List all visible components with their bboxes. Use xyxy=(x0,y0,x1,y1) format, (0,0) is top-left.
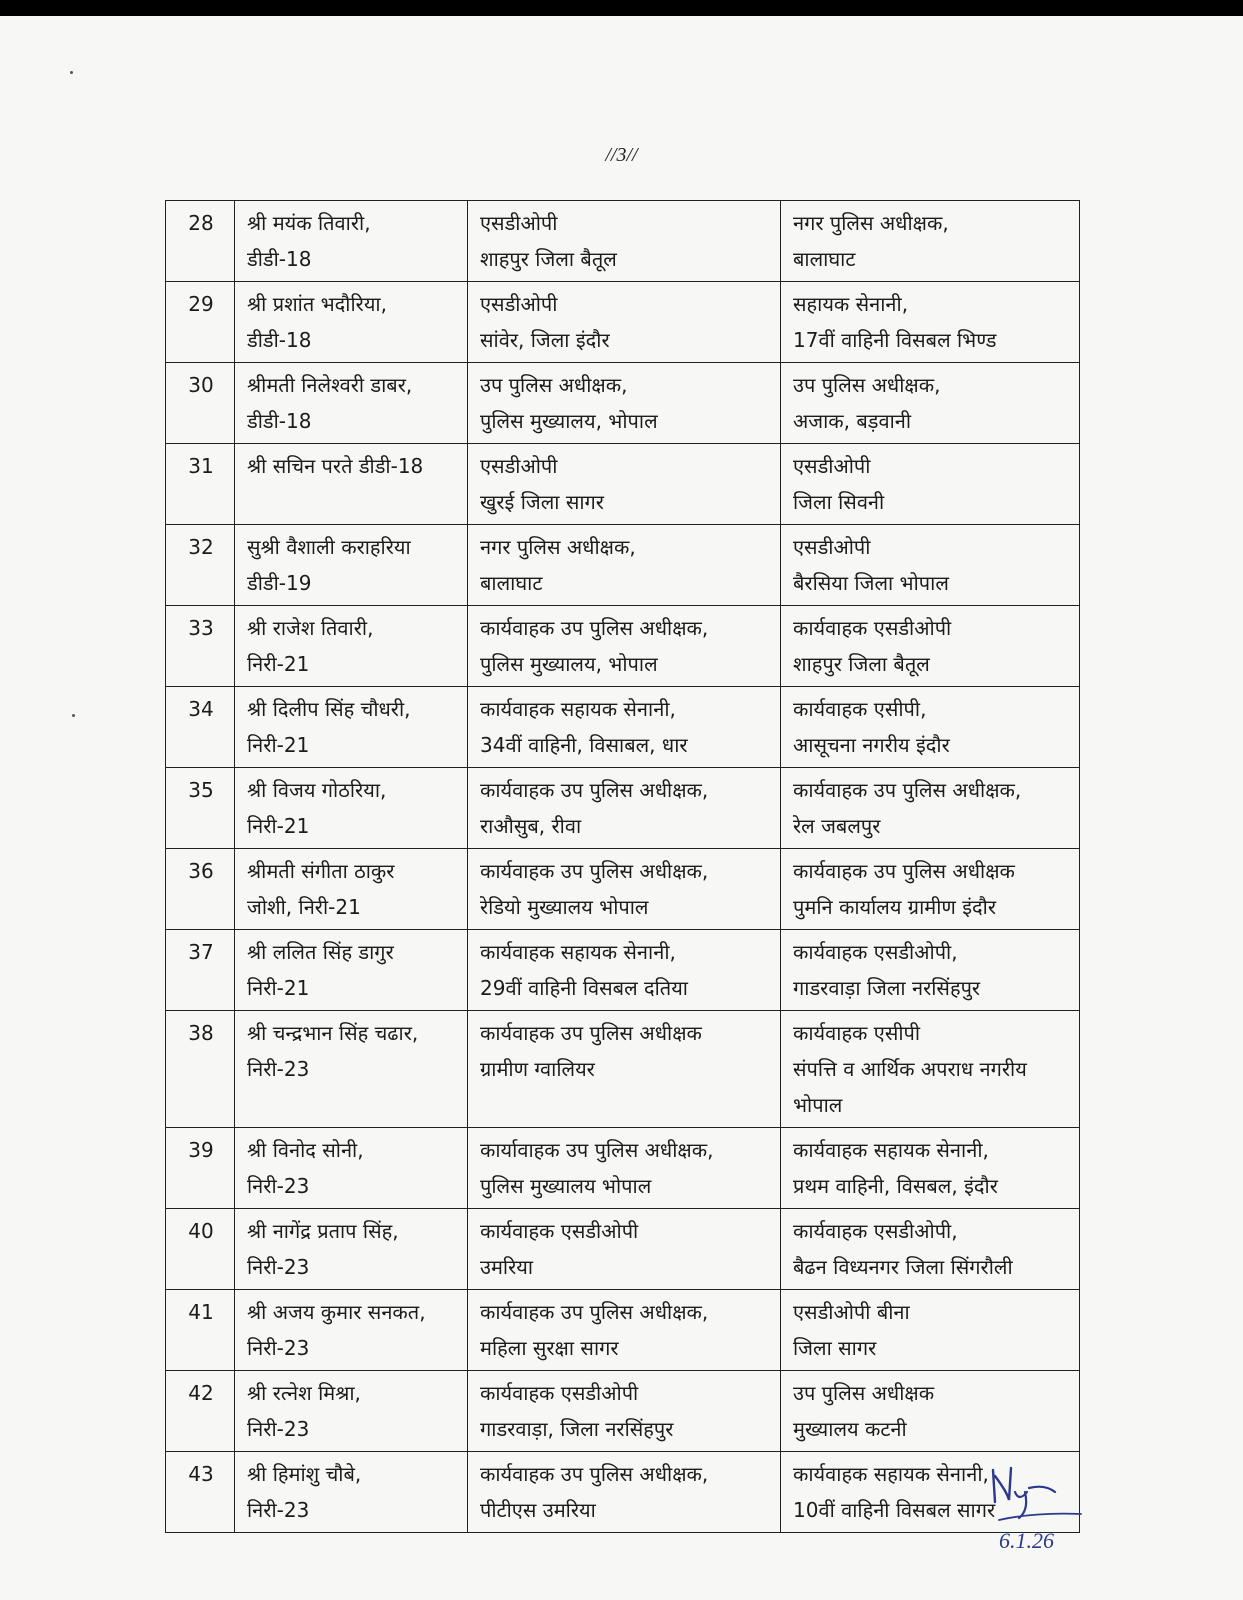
new-posting-line: शाहपुर जिला बैतूल xyxy=(793,652,930,676)
officer-name-line: निरी-21 xyxy=(247,976,310,1000)
serial-number: 40 xyxy=(166,1209,235,1290)
current-posting-line: पुलिस मुख्यालय, भोपाल xyxy=(480,652,658,676)
new-posting-line: रेल जबलपुर xyxy=(793,814,881,838)
new-posting-line: गाडरवाड़ा जिला नरसिंहपुर xyxy=(793,976,981,1000)
new-posting-line: कार्यवाहक सहायक सेनानी, xyxy=(793,1138,989,1162)
new-posting-line: कार्यवाहक एसीपी xyxy=(793,1021,921,1045)
current-posting-line: रेडियो मुख्यालय भोपाल xyxy=(480,895,649,919)
current-posting-line: उप पुलिस अधीक्षक, xyxy=(480,373,628,397)
current-posting-line: कार्यवाहक उप पुलिस अधीक्षक, xyxy=(480,859,709,883)
current-posting xyxy=(468,1128,781,1209)
table-row xyxy=(166,1128,1080,1209)
current-posting-line: कार्यवाहक उप पुलिस अधीक्षक, xyxy=(480,616,709,640)
officer-name-line: निरी-21 xyxy=(247,652,310,676)
current-posting-line: पुलिस मुख्यालय भोपाल xyxy=(480,1174,652,1198)
table-row xyxy=(166,525,1080,606)
new-posting xyxy=(781,849,1080,930)
new-posting xyxy=(781,768,1080,849)
serial-number: 33 xyxy=(166,606,235,687)
current-posting-line: नगर पुलिस अधीक्षक, xyxy=(480,535,636,559)
officer-name-line: श्री दिलीप सिंह चौधरी, xyxy=(247,697,411,721)
current-posting-line: कार्यवाहक सहायक सेनानी, xyxy=(480,697,676,721)
officer-name xyxy=(235,525,468,606)
new-posting-line: कार्यवाहक एसडीओपी xyxy=(793,616,952,640)
officer-name xyxy=(235,606,468,687)
new-posting-line: उप पुलिस अधीक्षक xyxy=(793,1381,935,1405)
officer-name-line: निरी-23 xyxy=(247,1498,310,1522)
current-posting-line: एसडीओपी xyxy=(480,292,558,316)
table-row xyxy=(166,1371,1080,1452)
new-posting xyxy=(781,1209,1080,1290)
officer-name-line: निरी-23 xyxy=(247,1057,310,1081)
serial-number: 32 xyxy=(166,525,235,606)
current-posting-line: महिला सुरक्षा सागर xyxy=(480,1336,619,1360)
officer-name-line: श्री ललित सिंह डागुर xyxy=(247,940,394,964)
new-posting xyxy=(781,282,1080,363)
table-row xyxy=(166,1209,1080,1290)
new-posting-line: नगर पुलिस अधीक्षक, xyxy=(793,211,949,235)
officer-name-line: श्री नागेंद्र प्रताप सिंह, xyxy=(247,1219,399,1243)
serial-number: 36 xyxy=(166,849,235,930)
new-posting-line: संपत्ति व आर्थिक अपराध नगरीय xyxy=(793,1057,1027,1081)
current-posting xyxy=(468,768,781,849)
new-posting xyxy=(781,201,1080,282)
page-number: //3// xyxy=(605,144,638,166)
signature-date: 6.1.26 xyxy=(999,1528,1054,1553)
table-row xyxy=(166,1011,1080,1128)
new-posting-line: एसडीओपी xyxy=(793,535,871,559)
current-posting-line: पुलिस मुख्यालय, भोपाल xyxy=(480,409,658,433)
serial-number: 35 xyxy=(166,768,235,849)
new-posting-line: एसडीओपी बीना xyxy=(793,1300,910,1324)
transfer-table-body xyxy=(166,201,1080,1533)
officer-name-line: श्री अजय कुमार सनकत, xyxy=(247,1300,426,1324)
serial-number: 28 xyxy=(166,201,235,282)
new-posting xyxy=(781,1371,1080,1452)
current-posting-line: एसडीओपी xyxy=(480,454,558,478)
officer-name-line: श्री विजय गोठरिया, xyxy=(247,778,387,802)
new-posting-line: 17वीं वाहिनी विसबल भिण्ड xyxy=(793,328,997,352)
current-posting-line: सांवेर, जिला इंदौर xyxy=(480,328,610,352)
table-row xyxy=(166,444,1080,525)
officer-name-line: निरी-21 xyxy=(247,814,310,838)
new-posting-line: कार्यवाहक एसडीओपी, xyxy=(793,1219,958,1243)
current-posting xyxy=(468,1290,781,1371)
table-row xyxy=(166,1290,1080,1371)
current-posting-line: कार्यवाहक एसडीओपी xyxy=(480,1381,639,1405)
officer-name-line: डीडी-18 xyxy=(247,247,312,271)
new-posting xyxy=(781,1011,1080,1128)
new-posting-line: कार्यवाहक उप पुलिस अधीक्षक xyxy=(793,859,1015,883)
new-posting-line: अजाक, बड़वानी xyxy=(793,409,912,433)
serial-number: 38 xyxy=(166,1011,235,1128)
serial-number: 43 xyxy=(166,1452,235,1533)
table-row xyxy=(166,201,1080,282)
new-posting xyxy=(781,1290,1080,1371)
new-posting-line: कार्यवाहक सहायक सेनानी, xyxy=(793,1462,989,1486)
transfer-table xyxy=(165,200,1080,1533)
new-posting-line: जिला सागर xyxy=(793,1336,877,1360)
officer-name xyxy=(235,1290,468,1371)
serial-number: 29 xyxy=(166,282,235,363)
new-posting xyxy=(781,444,1080,525)
officer-name-line: श्री हिमांशु चौबे, xyxy=(247,1462,362,1486)
current-posting xyxy=(468,930,781,1011)
new-posting xyxy=(781,606,1080,687)
officer-name-line: श्रीमती संगीता ठाकुर xyxy=(247,859,395,883)
serial-number: 37 xyxy=(166,930,235,1011)
officer-name-line: जोशी, निरी-21 xyxy=(247,895,361,919)
current-posting xyxy=(468,1209,781,1290)
new-posting-line: सहायक सेनानी, xyxy=(793,292,909,316)
officer-name xyxy=(235,930,468,1011)
new-posting xyxy=(781,525,1080,606)
table-row xyxy=(166,930,1080,1011)
current-posting-line: कार्यवाहक उप पुलिस अधीक्षक xyxy=(480,1021,702,1045)
officer-name-line: निरी-23 xyxy=(247,1417,310,1441)
current-posting xyxy=(468,444,781,525)
new-posting-line: जिला सिवनी xyxy=(793,490,885,514)
current-posting-line: कार्यवाहक एसडीओपी xyxy=(480,1219,639,1243)
table-row xyxy=(166,768,1080,849)
new-posting-line: बैढन विध्यनगर जिला सिंगरौली xyxy=(793,1255,1013,1279)
new-posting xyxy=(781,1128,1080,1209)
officer-name-line: श्री राजेश तिवारी, xyxy=(247,616,374,640)
table-row xyxy=(166,606,1080,687)
current-posting xyxy=(468,525,781,606)
current-posting xyxy=(468,849,781,930)
officer-name xyxy=(235,768,468,849)
new-posting-line: कार्यवाहक एसीपी, xyxy=(793,697,927,721)
current-posting xyxy=(468,363,781,444)
officer-name-line: श्री सचिन परते डीडी-18 xyxy=(247,454,424,478)
table-row xyxy=(166,282,1080,363)
serial-number: 30 xyxy=(166,363,235,444)
new-posting-line: बालाघाट xyxy=(793,247,856,271)
serial-number: 41 xyxy=(166,1290,235,1371)
current-posting-line: शाहपुर जिला बैतूल xyxy=(480,247,617,271)
officer-name xyxy=(235,201,468,282)
officer-name-line: डीडी-18 xyxy=(247,409,312,433)
officer-name-line: श्रीमती निलेश्वरी डाबर, xyxy=(247,373,413,397)
table-row xyxy=(166,1452,1080,1533)
officer-name xyxy=(235,1371,468,1452)
officer-name xyxy=(235,1209,468,1290)
table-row xyxy=(166,363,1080,444)
officer-name-line: निरी-21 xyxy=(247,733,310,757)
current-posting-line: उमरिया xyxy=(480,1255,534,1279)
serial-number: 39 xyxy=(166,1128,235,1209)
current-posting xyxy=(468,1452,781,1533)
current-posting xyxy=(468,1011,781,1128)
new-posting-line: मुख्यालय कटनी xyxy=(793,1417,907,1441)
officer-name-line: श्री चन्द्रभान सिंह चढार, xyxy=(247,1021,419,1045)
current-posting-line: 34वीं वाहिनी, विसाबल, धार xyxy=(480,733,688,757)
current-posting-line: कार्यावाहक उप पुलिस अधीक्षक, xyxy=(480,1138,714,1162)
current-posting-line: कार्यवाहक उप पुलिस अधीक्षक, xyxy=(480,778,709,802)
current-posting xyxy=(468,201,781,282)
officer-name-line: श्री रत्नेश मिश्रा, xyxy=(247,1381,361,1405)
current-posting-line: कार्यवाहक सहायक सेनानी, xyxy=(480,940,676,964)
serial-number: 42 xyxy=(166,1371,235,1452)
officer-name xyxy=(235,444,468,525)
table-row xyxy=(166,849,1080,930)
new-posting-line: कार्यवाहक एसडीओपी, xyxy=(793,940,958,964)
officer-name-line: श्री प्रशांत भदौरिया, xyxy=(247,292,387,316)
officer-name-line: श्री मयंक तिवारी, xyxy=(247,211,371,235)
current-posting-line: ग्रामीण ग्वालियर xyxy=(480,1057,595,1081)
new-posting xyxy=(781,687,1080,768)
scan-speck xyxy=(70,71,73,74)
new-posting-line: आसूचना नगरीय इंदौर xyxy=(793,733,950,757)
current-posting xyxy=(468,606,781,687)
officer-name-line: निरी-23 xyxy=(247,1336,310,1360)
current-posting-line: एसडीओपी xyxy=(480,211,558,235)
current-posting xyxy=(468,282,781,363)
current-posting-line: बालाघाट xyxy=(480,571,543,595)
officer-name xyxy=(235,849,468,930)
signature xyxy=(985,1462,1095,1557)
serial-number: 34 xyxy=(166,687,235,768)
table-row xyxy=(166,687,1080,768)
current-posting-line: गाडरवाड़ा, जिला नरसिंहपुर xyxy=(480,1417,674,1441)
officer-name xyxy=(235,1452,468,1533)
scan-top-border xyxy=(0,0,1243,16)
current-posting-line: 29वीं वाहिनी विसबल दतिया xyxy=(480,976,688,1000)
officer-name xyxy=(235,1011,468,1128)
current-posting xyxy=(468,687,781,768)
new-posting-line: प्रथम वाहिनी, विसबल, इंदौर xyxy=(793,1174,998,1198)
new-posting-line: बैरसिया जिला भोपाल xyxy=(793,571,949,595)
officer-name xyxy=(235,363,468,444)
new-posting xyxy=(781,930,1080,1011)
serial-number: 31 xyxy=(166,444,235,525)
new-posting-line: कार्यवाहक उप पुलिस अधीक्षक, xyxy=(793,778,1022,802)
current-posting-line: खुरई जिला सागर xyxy=(480,490,604,514)
officer-name-line: सुश्री वैशाली कराहरिया xyxy=(247,535,411,559)
new-posting-line: पुमनि कार्यालय ग्रामीण इंदौर xyxy=(793,895,997,919)
scan-speck xyxy=(72,714,75,717)
current-posting-line: पीटीएस उमरिया xyxy=(480,1498,596,1522)
officer-name-line: निरी-23 xyxy=(247,1255,310,1279)
current-posting-line: कार्यवाहक उप पुलिस अधीक्षक, xyxy=(480,1462,709,1486)
officer-name-line: डीडी-19 xyxy=(247,571,312,595)
new-posting-line: एसडीओपी xyxy=(793,454,871,478)
officer-name-line: श्री विनोद सोनी, xyxy=(247,1138,364,1162)
current-posting-line: राऔसुब, रीवा xyxy=(480,814,582,838)
officer-name-line: डीडी-18 xyxy=(247,328,312,352)
officer-name-line: निरी-23 xyxy=(247,1174,310,1198)
new-posting-line: भोपाल xyxy=(793,1093,843,1117)
new-posting-line: उप पुलिस अधीक्षक, xyxy=(793,373,941,397)
new-posting-line: 10वीं वाहिनी विसबल सागर xyxy=(793,1498,996,1522)
officer-name xyxy=(235,687,468,768)
officer-name xyxy=(235,282,468,363)
officer-name xyxy=(235,1128,468,1209)
new-posting xyxy=(781,363,1080,444)
current-posting-line: कार्यवाहक उप पुलिस अधीक्षक, xyxy=(480,1300,709,1324)
signature-mark xyxy=(985,1462,1095,1557)
current-posting xyxy=(468,1371,781,1452)
